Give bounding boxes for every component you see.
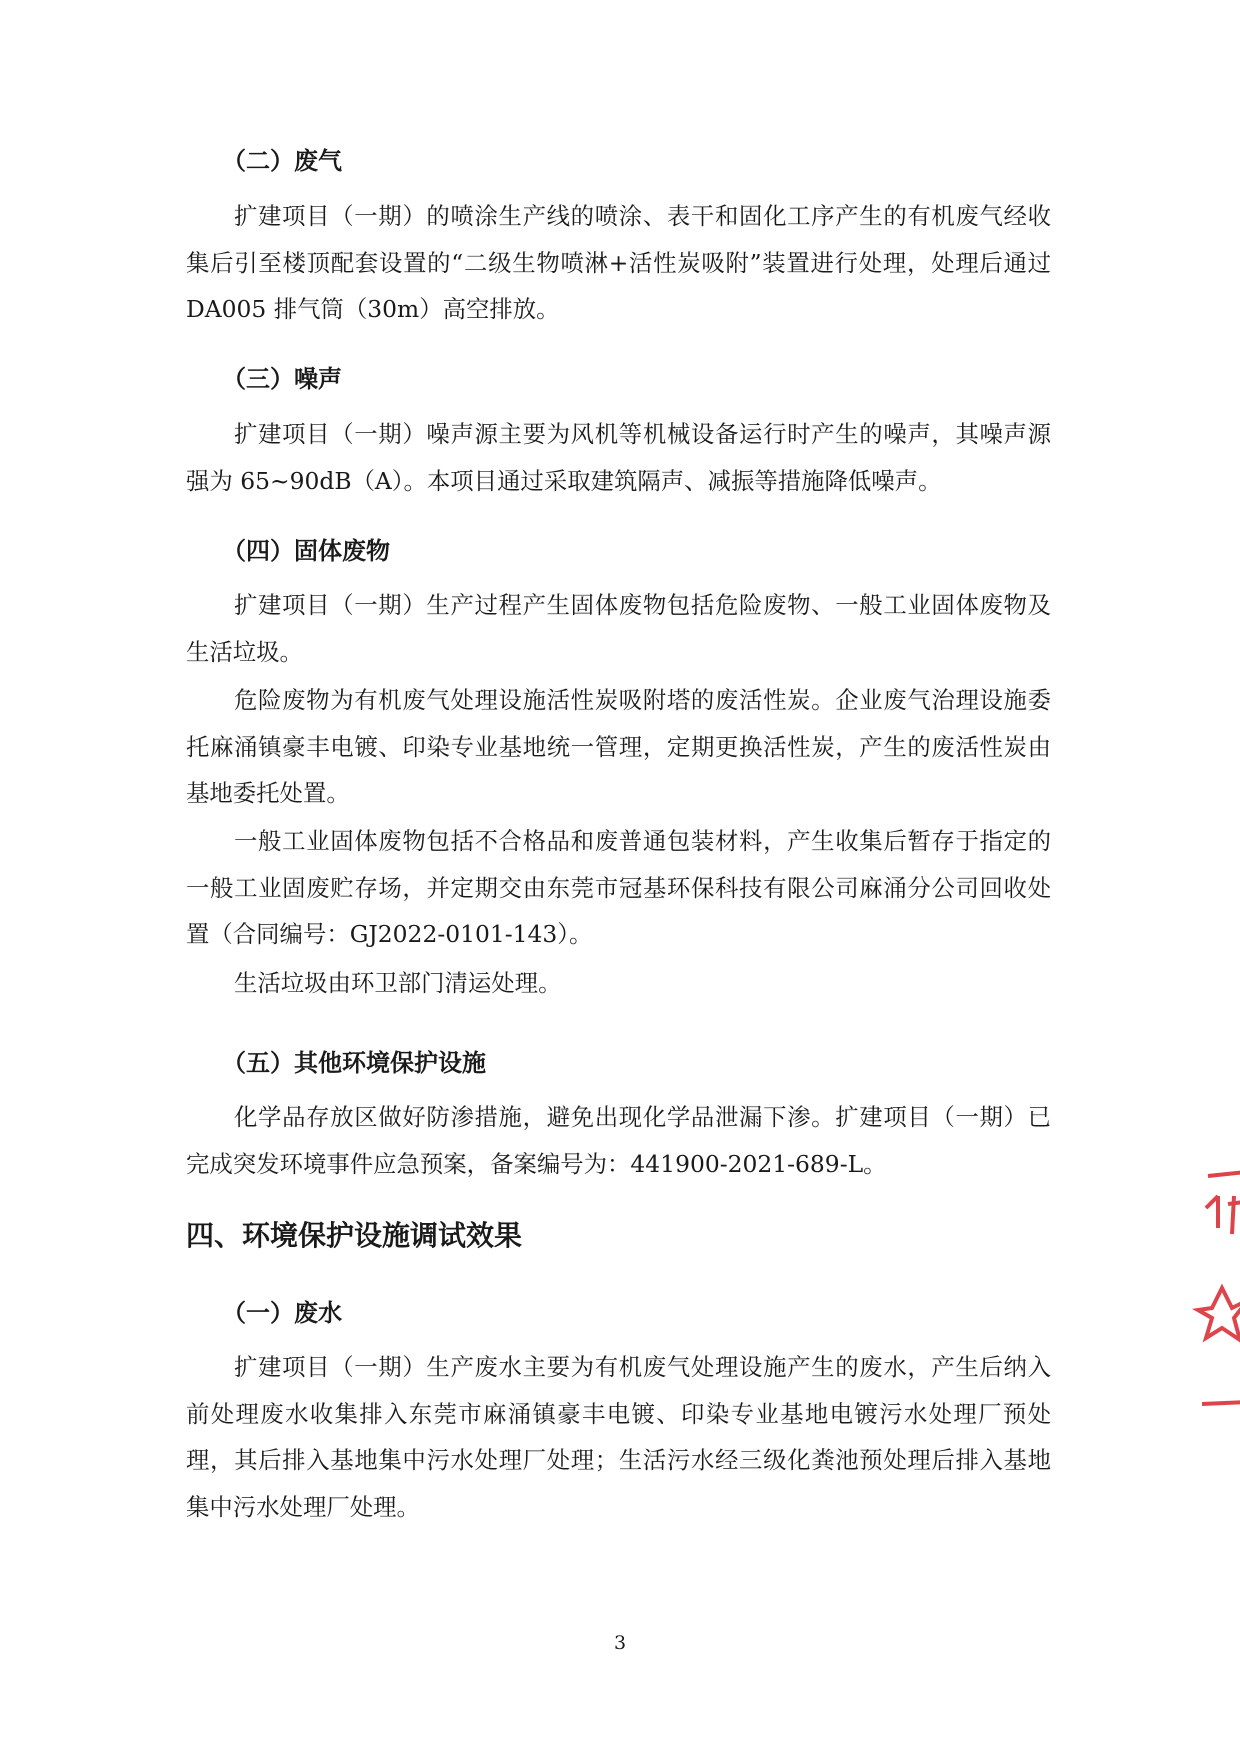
heading-wastewater: （一）废水: [222, 1299, 342, 1327]
paragraph-general-waste: 一般工业固体废物包括不合格品和废普通包装材料，产生收集后暂存于指定的一般工业固废贮存场，并定期交由东莞市冠基环保科技有限公司麻涌分公司回收处置（合同编号：GJ2022-0101-143）。: [186, 827, 1051, 948]
paragraph-other-facilities: 化学品存放区做好防渗措施，避免出现化学品泄漏下渗。扩建项目（一期）已完成突发环境事件应急预案，备案编号为：441900-2021-689-L。: [186, 1103, 1051, 1178]
paragraph-wastewater: 扩建项目（一期）生产废水主要为有机废气处理设施产生的废水，产生后纳入前处理废水收集排入东莞市麻涌镇豪丰电镀、印染专业基地电镀污水处理厂预处理，其后排入基地集中污水处理厂处理；生活污水经三级化粪池预处理后排入基地集中污水处理厂处理。: [186, 1353, 1051, 1521]
official-seal-stamp: [1188, 1168, 1240, 1408]
heading-other-facilities: （五）其他环境保护设施: [222, 1049, 486, 1077]
paragraph-solid-waste-intro: 扩建项目（一期）生产过程产生固体废物包括危险废物、一般工业固体废物及生活垃圾。: [186, 591, 1051, 666]
heading-waste-gas: （二）废气: [222, 147, 342, 175]
paragraph-waste-gas: 扩建项目（一期）的喷涂生产线的喷涂、表干和固化工序产生的有机废气经收集后引至楼顶配套设置的“二级生物喷淋+活性炭吸附”装置进行处理，处理后通过 DA005 排气筒（30m）高空排放。: [186, 202, 1051, 323]
page-number: 3: [613, 1632, 627, 1654]
paragraph-domestic-waste: 生活垃圾由环卫部门清运处理。: [234, 969, 562, 997]
paragraph-noise: 扩建项目（一期）噪声源主要为风机等机械设备运行时产生的噪声，其噪声源强为 65~90dB（A）。本项目通过采取建筑隔声、减振等措施降低噪声。: [186, 420, 1051, 495]
heading-debug-effect: 四、环境保护设施调试效果: [186, 1219, 523, 1252]
heading-noise: （三）噪声: [222, 365, 342, 393]
heading-solid-waste: （四）固体废物: [222, 537, 390, 565]
paragraph-hazardous-waste: 危险废物为有机废气处理设施活性炭吸附塔的废活性炭。企业废气治理设施委托麻涌镇豪丰电镀、印染专业基地统一管理，定期更换活性炭，产生的废活性炭由基地委托处置。: [186, 686, 1051, 807]
